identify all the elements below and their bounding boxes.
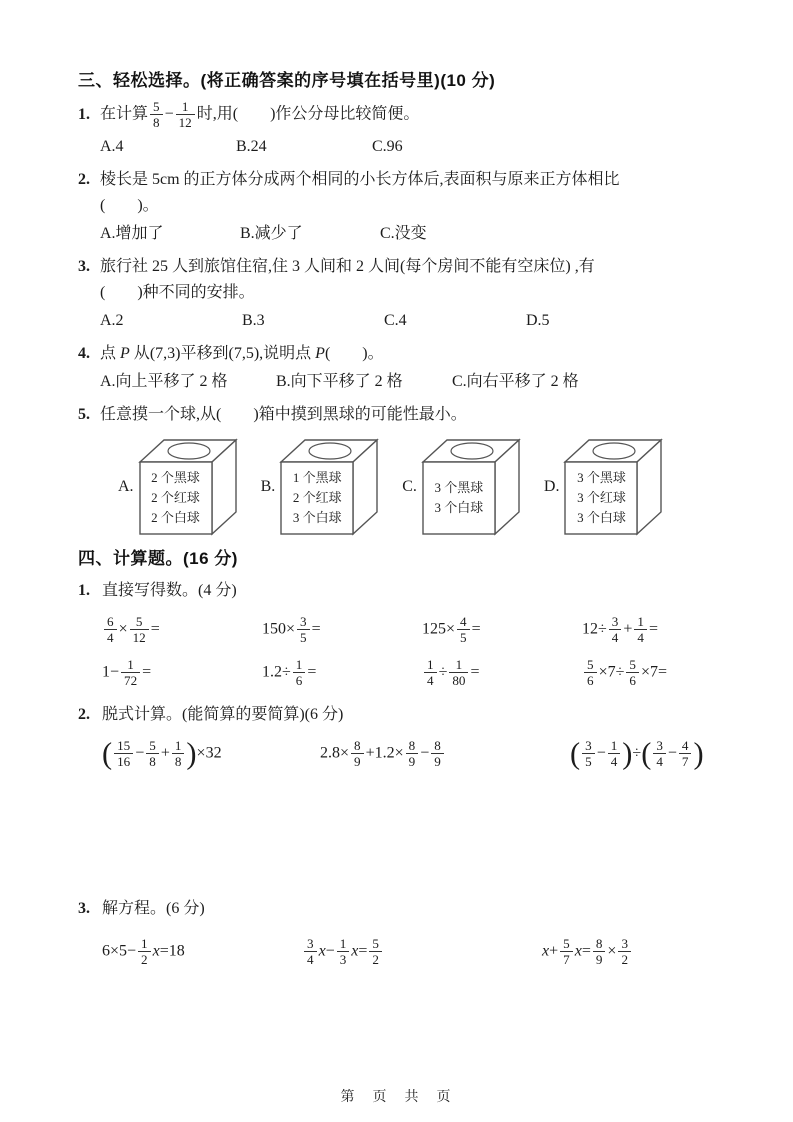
box-contents xyxy=(567,464,635,532)
expression: 2.8× $\frac{8}{9}$ +1.2× $\frac{8}{9}$ − $\frac{8}{9}$ xyxy=(320,737,570,771)
option-b: B.向下平移了 2 格 xyxy=(276,372,403,390)
question-3-text: 旅行社 25 人到旅馆住宿,住 3 人间和 2 人间(每个房间不能有空床位) ,有 xyxy=(100,257,595,275)
box-line: 3 个白球 xyxy=(292,510,342,526)
option-c: C.4 xyxy=(384,311,407,329)
page-footer: 第 页 共 页 xyxy=(340,1090,453,1105)
box-contents xyxy=(142,464,210,532)
question-3-text-cont: ( )种不同的安排。 xyxy=(100,283,255,301)
equation: $\frac{3}{4}$ x− $\frac{1}{3}$ x= $\frac{5}{2}$ xyxy=(302,935,542,969)
ball-box xyxy=(419,436,531,538)
box-line: 3 个红球 xyxy=(577,489,626,505)
subsection-2-number: 2. xyxy=(78,705,90,723)
question-2-options xyxy=(78,220,745,247)
question-1 xyxy=(78,98,745,160)
question-4 xyxy=(78,341,745,395)
subsection-3-label: 解方程。(6 分) xyxy=(102,899,205,917)
ball-box xyxy=(277,436,389,538)
solve-equations-row xyxy=(78,935,745,969)
expression: ( $\frac{3}{5}$ − $\frac{1}{4}$ )÷( $\frac{3}{4}$ − $\frac{4}{7}$ ) xyxy=(570,736,704,771)
box-line: 2 个红球 xyxy=(292,489,342,505)
box-line: 3 个白球 xyxy=(577,510,626,526)
expression: 1.2÷ $\frac{1}{6}$ = xyxy=(262,656,317,689)
expression: ( $\frac{15}{16}$ − $\frac{5}{8}$ + $\frac{1}{8}$ )×32 xyxy=(102,736,222,771)
question-3 xyxy=(78,254,745,334)
ball-box-option-b xyxy=(261,436,390,538)
ball-box-option-d xyxy=(544,436,674,538)
question-3-options xyxy=(78,307,745,334)
option-b: B.3 xyxy=(242,311,265,329)
option-a: A.2 xyxy=(100,311,124,329)
question-5 xyxy=(78,402,745,428)
question-4-text: 点 P 从(7,3)平移到(7,5),说明点 P( )。 xyxy=(100,344,384,362)
section-4-heading: 四、计算题。(16 分) xyxy=(78,548,238,568)
option-c: C.没变 xyxy=(380,224,427,242)
expression: $\frac{1}{4}$ ÷ $\frac{1}{80}$ = xyxy=(422,656,582,690)
option-b: B.减少了 xyxy=(240,224,303,242)
ball-box-option-a xyxy=(118,436,248,538)
question-2-text-cont: ( )。 xyxy=(100,196,159,214)
step-calculation-row xyxy=(78,737,745,771)
expression: 12÷ $\frac{3}{4}$ + $\frac{1}{4}$ = xyxy=(582,613,658,646)
question-2-text: 棱长是 5cm 的正方体分成两个相同的小长方体后,表面积与原来正方体相比 xyxy=(100,170,620,188)
ball-box-option-c xyxy=(402,436,531,538)
subsection-1-label: 直接写得数。(4 分) xyxy=(102,581,237,599)
section-3-heading: 三、轻松选择。(将正确答案的序号填在括号里)(10 分) xyxy=(78,71,496,90)
subsection-3-number: 3. xyxy=(78,899,90,917)
option-d: D.5 xyxy=(526,311,550,329)
question-5-text: 任意摸一个球,从( )箱中摸到黑球的可能性最小。 xyxy=(100,405,467,423)
subsection-2-title xyxy=(78,702,745,728)
box-label: A. xyxy=(118,477,134,495)
expression: $\frac{5}{6}$ ×7÷ $\frac{5}{6}$ ×7= xyxy=(582,656,667,690)
mental-math-row-1 xyxy=(78,613,745,647)
box-line: 3 个黑球 xyxy=(577,469,626,485)
option-c: C.96 xyxy=(372,137,403,155)
question-1-text: 在计算 $\frac{5}{8}$ − $\frac{1}{12}$ 时,用( )作公分母比较简便。 xyxy=(100,99,420,131)
question-1-number: 1. xyxy=(78,105,90,123)
option-a: A.向上平移了 2 格 xyxy=(100,372,228,390)
box-line: 3 个黑球 xyxy=(434,479,484,495)
box-line: 2 个红球 xyxy=(151,489,200,505)
option-a: A.增加了 xyxy=(100,224,164,242)
mental-math-row-2 xyxy=(78,656,745,690)
subsection-1-title xyxy=(78,578,745,604)
equation: 6×5− $\frac{1}{2}$ x=18 xyxy=(102,935,185,968)
ball-box xyxy=(136,436,248,538)
box-contents xyxy=(425,464,493,532)
subsection-3-title xyxy=(78,896,745,922)
subsection-1-number: 1. xyxy=(78,581,90,599)
question-3-number: 3. xyxy=(78,257,90,275)
expression: 1− $\frac{1}{72}$ = xyxy=(102,656,152,689)
question-4-number: 4. xyxy=(78,344,90,362)
question-4-options xyxy=(78,368,745,395)
subsection-2-label: 脱式计算。(能简算的要简算)(6 分) xyxy=(102,705,344,723)
equation: x+ $\frac{5}{7}$ x= $\frac{8}{9}$ × $\frac{3}{2}$ xyxy=(542,935,633,969)
box-label: C. xyxy=(402,477,417,495)
option-c: C.向右平移了 2 格 xyxy=(452,372,579,390)
question-2 xyxy=(78,167,745,247)
question-5-number: 5. xyxy=(78,405,90,423)
box-line: 3 个白球 xyxy=(434,499,484,515)
question-2-number: 2. xyxy=(78,170,90,188)
box-line: 2 个黑球 xyxy=(151,469,200,485)
box-line: 2 个白球 xyxy=(151,510,200,526)
question-5-boxes xyxy=(78,436,745,538)
box-line: 1 个黑球 xyxy=(292,469,342,485)
box-label: B. xyxy=(260,477,276,495)
box-contents xyxy=(283,464,351,532)
option-b: B.24 xyxy=(236,137,267,155)
expression: 125× $\frac{4}{5}$ = xyxy=(422,613,481,646)
option-a: A.4 xyxy=(100,137,124,155)
question-1-options xyxy=(78,133,745,160)
expression: 150× $\frac{3}{5}$ = xyxy=(262,613,321,646)
box-label: D. xyxy=(543,477,560,495)
expression: $\frac{6}{4}$ × $\frac{5}{12}$ = xyxy=(102,613,262,647)
ball-box xyxy=(561,436,673,538)
answer-workspace xyxy=(78,771,745,887)
